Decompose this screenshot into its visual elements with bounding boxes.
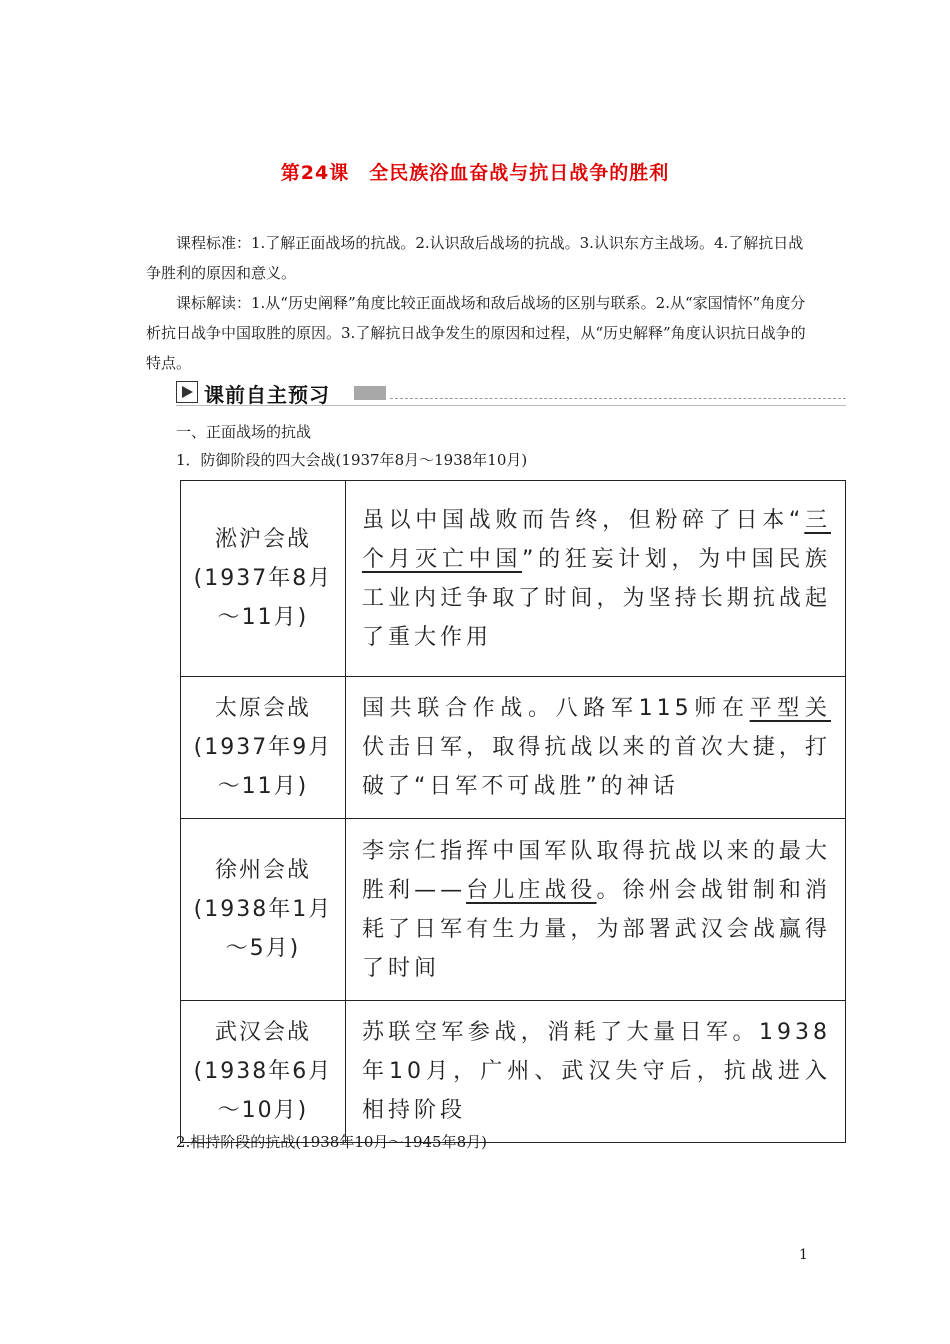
battle-desc-cell xyxy=(345,1001,845,1143)
battle-name: 徐州会战 xyxy=(214,858,311,883)
battle-date-end: ～11月) xyxy=(217,774,309,799)
page-number: 1 xyxy=(799,1247,808,1263)
section-decor-block xyxy=(354,386,386,400)
battle-desc: 苏联空军参战，消耗了大量日军。1938年10月，广州、武汉失守后，抗战进入相持阶段 xyxy=(361,1020,831,1123)
battle-name: 武汉会战 xyxy=(214,1020,311,1045)
battle-desc-cell xyxy=(345,677,845,819)
battle-desc-key: 台儿庄战役 xyxy=(466,877,597,903)
section-header xyxy=(176,380,846,406)
battle-date: (1937年9月 xyxy=(193,735,333,760)
subheading-stalemate: 2.相持阶段的抗战(1938年10月～1945年8月) xyxy=(176,1133,487,1151)
battle-date-end: ～11月) xyxy=(217,605,309,630)
battle-desc-rest: 。徐州会战钳制和消耗了日军有生力量，为部署武汉会战赢得了时间 xyxy=(361,877,831,981)
battle-name: 太原会战 xyxy=(214,696,311,721)
battle-date: (1938年1月 xyxy=(193,897,333,922)
heading-frontline: 一、正面战场的抗战 xyxy=(176,423,312,441)
section-title: 课前自主预习 xyxy=(204,383,330,407)
battle-desc-cell xyxy=(345,819,845,1001)
battle-desc-rest: 伏击日军，取得抗战以来的首次大捷，打破了“日军不可战胜”的神话 xyxy=(361,735,831,799)
lesson-title: 第24课 全民族浴血奋战与抗日战争的胜利 xyxy=(280,162,670,184)
section-dotted-rule xyxy=(390,398,846,399)
battle-name-cell xyxy=(181,1001,346,1143)
battle-desc: 虽以中国战败而告终，但粉碎了日本“ xyxy=(361,507,805,533)
battle-name-cell xyxy=(181,481,346,677)
battle-date-end: ～10月) xyxy=(217,1098,309,1123)
battle-desc-rest: ”的狂妄计划，为中国民族工业内迁争取了时间，为坚持长期抗战起了重大作用 xyxy=(361,546,831,650)
battle-date: (1938年6月 xyxy=(193,1059,333,1084)
battle-name-cell xyxy=(181,819,346,1001)
table-row xyxy=(181,819,846,1001)
battle-desc-key: 平型关 xyxy=(749,696,831,721)
battle-desc-cell xyxy=(345,481,845,677)
battle-name: 淞沪会战 xyxy=(214,527,311,552)
battle-date-end: ～5月) xyxy=(225,936,301,961)
table-row xyxy=(181,1001,846,1143)
battle-desc-key: 三个月灭亡中国 xyxy=(361,507,831,572)
table-row xyxy=(181,677,846,819)
battle-desc: 国共联合作战。八路军115师在 xyxy=(361,696,750,721)
course-standard: 课程标准：1.了解正面战场的抗战。2.认识敌后战场的抗战。3.认识东方主战场。4.了解抗日战争胜利的原因和意义。 xyxy=(146,234,804,282)
play-arrow-icon xyxy=(176,381,198,403)
subheading-defense: 1．防御阶段的四大会战(1937年8月～1938年10月) xyxy=(176,451,528,469)
battle-desc: 李宗仁指挥中国军队取得抗战以来的最大胜利—— xyxy=(361,838,831,903)
standard-interpretation: 课标解读：1.从“历史阐释”角度比较正面战场和敌后战场的区别与联系。2.从“家国情怀”角度分析抗日战争中国取胜的原因。3.了解抗日战争发生的原因和过程，从“历史解释”角度认识抗日战争的特点。 xyxy=(146,294,806,372)
battles-table xyxy=(180,480,846,1143)
battle-name-cell xyxy=(181,677,346,819)
table-row xyxy=(181,481,846,677)
section-rule xyxy=(176,405,846,406)
battle-date: (1937年8月 xyxy=(193,566,333,591)
